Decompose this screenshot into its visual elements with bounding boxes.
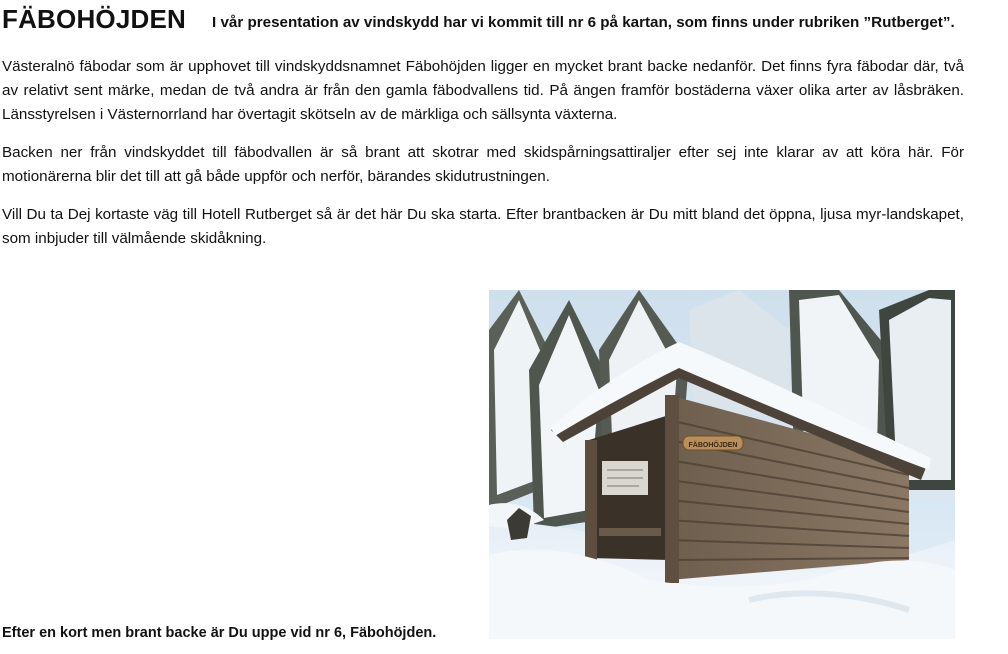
paragraph-2: Backen ner från vindskyddet till fäbodvallen är så brant att skotrar med skidspårningsattiraljer efter sej inte klarar av att köra här. För motionärerna blir det till att gå både uppför och nerför, bärandes skidutrustningen.	[2, 144, 964, 185]
photo-caption: Efter en kort men brant backe är Du uppe vid nr 6, Fäbohöjden.	[2, 625, 437, 641]
intro-text: I vår presentation av vindskydd har vi kommit till nr 6 på kartan, som finns under rubriken ”Rutberget”.	[212, 14, 955, 31]
page-title: FÄBOHÖJDEN	[2, 4, 187, 34]
paragraph-3: Vill Du ta Dej kortaste väg till Hotell Rutberget så är det här Du ska starta. Efter brantbacken är Du mitt bland det öppna, ljusa myr-landskapet, som inbjuder till välmående skidåkning.	[2, 206, 964, 247]
paragraph-1: Västeralnö fäbodar som är upphovet till vindskyddsnamnet Fäbohöjden ligger en mycket brant backe nedanför. Det finns fyra fäbodar där, två av relativt sent märke, medan de två andra är från den gamla fäbodvallens tid. På ängen framför bostäderna växer olika arter av låsbräken. Länsstyrelsen i Västernorrland har övertagit skötseln av de märkliga och sällsynta växterna.	[2, 58, 964, 123]
shelter-sign: FÄBOHÖJDEN	[688, 442, 738, 449]
shelter-photo	[489, 290, 955, 639]
